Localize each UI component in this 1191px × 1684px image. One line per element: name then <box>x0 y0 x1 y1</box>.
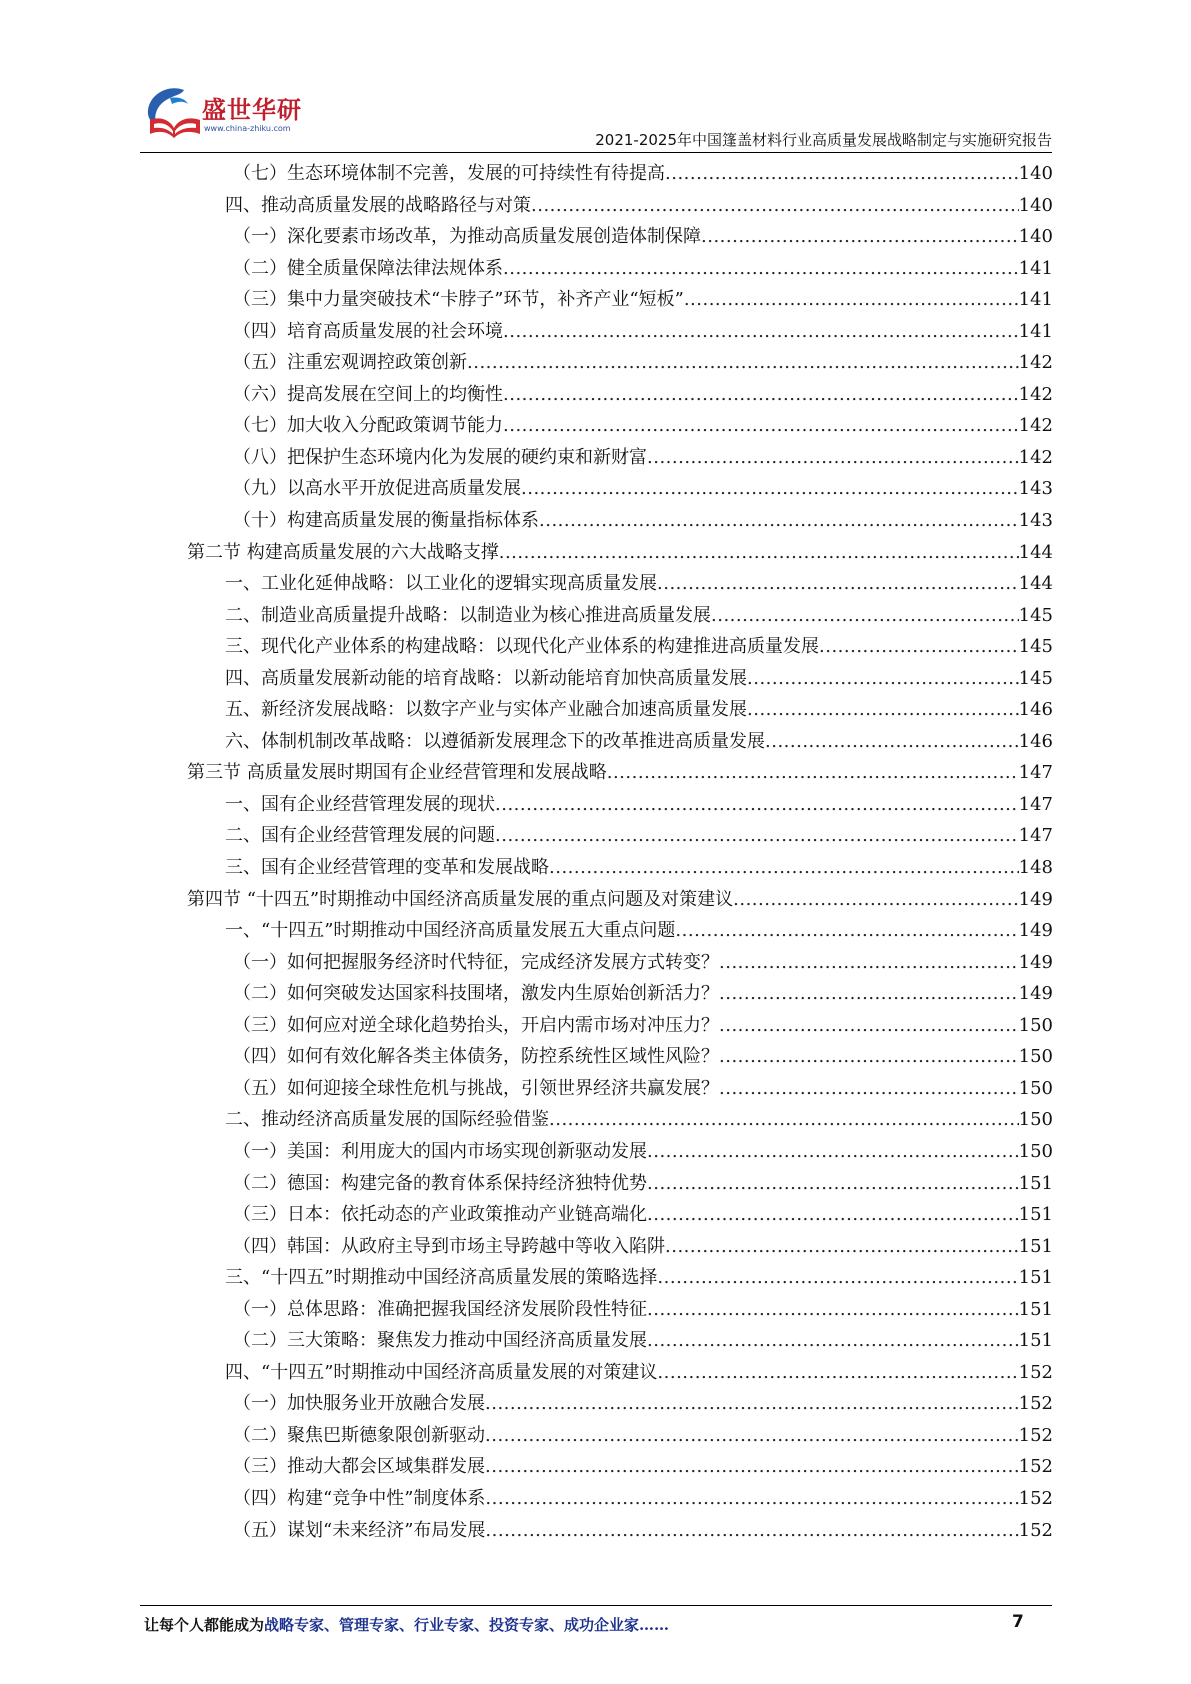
toc-entry-title: （二）聚焦巴斯德象限创新驱动 <box>233 1424 485 1446</box>
toc-dot-leader <box>719 978 1019 1010</box>
footer-divider <box>140 1605 1052 1606</box>
toc-dot-leader <box>495 820 1019 852</box>
toc-entry-title: （一）加快服务业开放融合发展 <box>233 1393 485 1415</box>
toc-entry[interactable] <box>187 1420 1053 1452</box>
toc-entry[interactable] <box>187 915 1053 947</box>
toc-dot-leader <box>647 1199 1019 1231</box>
toc-entry[interactable] <box>187 568 1053 600</box>
toc-entry-page: 145 <box>1018 667 1053 689</box>
toc-entry[interactable] <box>187 1483 1053 1515</box>
toc-dot-leader <box>711 600 1019 632</box>
toc-dot-leader <box>684 284 1019 316</box>
toc-entry-title: 一、“十四五”时期推动中国经济高质量发展五大重点问题 <box>225 920 676 942</box>
toc-dot-leader <box>499 537 1019 569</box>
toc-dot-leader <box>485 1483 1018 1515</box>
toc-entry-title: （二）德国：构建完备的教育体系保持经济独特优势 <box>233 1172 647 1194</box>
toc-dot-leader <box>647 1325 1019 1357</box>
footer-highlight: 战略专家、管理专家、行业专家、投资专家、成功企业家…… <box>264 1616 670 1634</box>
toc-entry[interactable] <box>187 473 1053 505</box>
toc-entry[interactable] <box>187 789 1053 821</box>
toc-entry-title: 五、新经济发展战略：以数字产业与实体产业融合加速高质量发展 <box>225 699 747 721</box>
toc-entry-page: 144 <box>1018 541 1053 563</box>
toc-entry-page: 140 <box>1018 163 1053 184</box>
toc-entry-title: （七）生态环境体制不完善，发展的可持续性有待提高 <box>233 163 665 184</box>
toc-dot-leader <box>485 1451 1019 1483</box>
toc-entry-page: 152 <box>1018 1456 1053 1478</box>
toc-entry[interactable] <box>187 1041 1053 1073</box>
toc-entry-title: （五）谋划“未来经济”布局发展 <box>233 1519 486 1541</box>
toc-dot-leader <box>657 1357 1018 1389</box>
toc-entry-page: 150 <box>1018 1046 1053 1068</box>
toc-dot-leader <box>747 663 1019 695</box>
toc-dot-leader <box>647 1136 1019 1168</box>
toc-entry-page: 140 <box>1018 194 1053 216</box>
toc-entry[interactable] <box>187 726 1053 758</box>
toc-entry[interactable] <box>187 316 1053 348</box>
toc-entry-title: 四、“十四五”时期推动中国经济高质量发展的对策建议 <box>225 1361 658 1383</box>
toc-entry-page: 142 <box>1018 446 1053 468</box>
toc-entry-page: 150 <box>1018 1109 1053 1131</box>
toc-dot-leader <box>549 852 1019 884</box>
toc-entry-title: 三、“十四五”时期推动中国经济高质量发展的策略选择 <box>225 1267 658 1289</box>
toc-dot-leader <box>503 379 1019 411</box>
toc-dot-leader <box>719 1041 1019 1073</box>
toc-entry-page: 151 <box>1018 1267 1053 1289</box>
toc-dot-leader <box>701 221 1019 253</box>
toc-entry[interactable] <box>187 347 1053 379</box>
toc-entry-title: （二）如何突破发达国家科技围堵，激发内生原始创新活力？ <box>233 983 719 1005</box>
toc-dot-leader <box>657 1262 1018 1294</box>
toc-entry-page: 151 <box>1018 1330 1053 1352</box>
toc-entry[interactable] <box>187 379 1053 411</box>
toc-dot-leader <box>719 1073 1019 1105</box>
toc-entry-title: （一）美国：利用庞大的国内市场实现创新驱动发展 <box>233 1140 647 1162</box>
toc-entry-title: （三）如何应对逆全球化趋势抬头，开启内需市场对冲压力？ <box>233 1014 719 1036</box>
toc-dot-leader <box>675 915 1018 947</box>
toc-entry[interactable] <box>187 442 1053 474</box>
toc-entry-title: （三）日本：依托动态的产业政策推动产业链高端化 <box>233 1204 647 1226</box>
toc-entry[interactable] <box>187 1136 1053 1168</box>
logo-name: 盛世华研 <box>202 96 302 124</box>
toc-entry-title: （十）构建高质量发展的衡量指标体系 <box>233 510 539 532</box>
toc-entry[interactable] <box>187 190 1053 222</box>
toc-entry[interactable] <box>187 631 1053 663</box>
toc-entry-title: （八）把保护生态环境内化为发展的硬约束和新财富 <box>233 446 647 468</box>
toc-entry[interactable] <box>187 757 1053 789</box>
toc-dot-leader <box>495 789 1019 821</box>
toc-entry[interactable] <box>187 158 1053 190</box>
toc-entry-title: 四、推动高质量发展的战略路径与对策 <box>225 194 531 216</box>
toc-entry-page: 143 <box>1018 478 1053 500</box>
toc-entry-title: （二）健全质量保障法律法规体系 <box>233 257 503 279</box>
toc-entry-page: 146 <box>1018 730 1053 752</box>
toc-entry-page: 144 <box>1018 573 1053 595</box>
toc-entry[interactable] <box>187 1451 1053 1483</box>
toc-entry-title: （一）深化要素市场改革，为推动高质量发展创造体制保障 <box>233 226 701 248</box>
toc-entry[interactable] <box>187 947 1053 979</box>
toc-entry-title: 第二节 构建高质量发展的六大战略支撑 <box>187 541 499 563</box>
toc-entry-page: 151 <box>1018 1298 1053 1320</box>
toc-dot-leader <box>819 631 1019 663</box>
toc-entry-title: （三）推动大都会区域集群发展 <box>233 1456 485 1478</box>
toc-entry[interactable] <box>187 1199 1053 1231</box>
toc-entry[interactable] <box>187 1231 1053 1263</box>
toc-entry-title: （二）三大策略：聚焦发力推动中国经济高质量发展 <box>233 1330 647 1352</box>
toc-entry-page: 151 <box>1018 1172 1053 1194</box>
toc-entry-page: 152 <box>1018 1424 1053 1446</box>
toc-dot-leader <box>485 1515 1018 1547</box>
toc-entry-title: 一、国有企业经营管理发展的现状 <box>225 793 495 815</box>
toc-entry-title: 三、现代化产业体系的构建战略：以现代化产业体系的构建推进高质量发展 <box>225 636 819 658</box>
toc-entry[interactable] <box>187 537 1053 569</box>
toc-entry-page: 150 <box>1018 1077 1053 1099</box>
toc-entry[interactable] <box>187 221 1053 253</box>
toc-entry-title: （六）提高发展在空间上的均衡性 <box>233 383 503 405</box>
toc-dot-leader <box>747 694 1019 726</box>
toc-dot-leader <box>657 568 1019 600</box>
toc-entry-page: 145 <box>1018 604 1053 626</box>
report-title: 2021-2025年中国篷盖材料行业高质量发展战略制定与实施研究报告 <box>595 131 1052 149</box>
toc-entry-page: 152 <box>1018 1361 1053 1383</box>
page-header <box>140 84 1052 154</box>
toc-entry[interactable] <box>187 820 1053 852</box>
toc-dot-leader <box>647 1168 1019 1200</box>
toc-entry-page: 141 <box>1018 320 1053 342</box>
toc-entry-page: 145 <box>1018 636 1053 658</box>
toc-entry-page: 146 <box>1018 699 1053 721</box>
toc-entry-title: 二、推动经济高质量发展的国际经验借鉴 <box>225 1109 549 1131</box>
toc-entry[interactable] <box>187 1262 1053 1294</box>
toc-entry[interactable] <box>187 663 1053 695</box>
toc-entry[interactable] <box>187 1010 1053 1042</box>
toc-entry-title: 第四节 “十四五”时期推动中国经济高质量发展的重点问题及对策建议 <box>187 888 734 910</box>
toc-entry-title: （四）如何有效化解各类主体债务，防控系统性区域性风险？ <box>233 1046 719 1068</box>
toc-entry-page: 149 <box>1018 983 1053 1005</box>
toc-entry-title: 二、国有企业经营管理发展的问题 <box>225 825 495 847</box>
toc-entry-title: 二、制造业高质量提升战略：以制造业为核心推进高质量发展 <box>225 604 711 626</box>
toc-entry[interactable] <box>187 978 1053 1010</box>
toc-entry-page: 152 <box>1018 1519 1053 1541</box>
footer-slogan <box>144 1614 669 1635</box>
toc-entry[interactable] <box>187 1104 1053 1136</box>
toc-dot-leader <box>733 884 1019 916</box>
toc-dot-leader <box>665 158 1019 190</box>
toc-entry-page: 151 <box>1018 1204 1053 1226</box>
toc-entry-title: （四）韩国：从政府主导到市场主导跨越中等收入陷阱 <box>233 1235 665 1257</box>
toc-entry-title: 第三节 高质量发展时期国有企业经营管理和发展战略 <box>187 762 607 784</box>
toc-entry-title: （四）构建“竞争中性”制度体系 <box>233 1487 486 1509</box>
toc-entry-title: （四）培育高质量发展的社会环境 <box>233 320 503 342</box>
toc-entry-page: 142 <box>1018 352 1053 374</box>
toc-entry-title: （五）注重宏观调控政策创新 <box>233 352 467 374</box>
toc-entry-page: 152 <box>1018 1487 1053 1509</box>
toc-entry-title: （一）总体思路：准确把握我国经济发展阶段性特征 <box>233 1298 647 1320</box>
header-divider <box>140 152 1052 153</box>
toc-entry-page: 151 <box>1018 1235 1053 1257</box>
toc-entry[interactable] <box>187 694 1053 726</box>
toc-entry-page: 147 <box>1018 793 1053 815</box>
toc-entry-page: 150 <box>1018 1014 1053 1036</box>
toc-entry-page: 141 <box>1018 289 1053 311</box>
toc-entry[interactable] <box>187 505 1053 537</box>
toc-dot-leader <box>485 1420 1019 1452</box>
logo-url: www.china-zhiku.com <box>204 124 291 133</box>
toc-dot-leader <box>503 316 1019 348</box>
toc-entry[interactable] <box>187 284 1053 316</box>
toc-dot-leader <box>647 442 1019 474</box>
toc-entry-page: 149 <box>1018 920 1053 942</box>
toc-entry-title: （一）如何把握服务经济时代特征，完成经济发展方式转变？ <box>233 951 719 973</box>
toc-entry-page: 149 <box>1018 951 1053 973</box>
toc-entry-page: 142 <box>1018 415 1053 437</box>
toc-dot-leader <box>531 190 1019 222</box>
toc-entry[interactable] <box>187 884 1053 916</box>
toc-entry-title: （五）如何迎接全球性危机与挑战，引领世界经济共赢发展？ <box>233 1077 719 1099</box>
toc-entry-page: 147 <box>1018 825 1053 847</box>
toc-entry-page: 140 <box>1018 226 1053 248</box>
toc-entry[interactable] <box>187 1325 1053 1357</box>
footer-prefix: 让每个人都能成为 <box>144 1616 265 1634</box>
toc-entry[interactable] <box>187 1294 1053 1326</box>
toc-dot-leader <box>719 1010 1019 1042</box>
table-of-contents <box>187 158 1053 1546</box>
toc-entry-title: 六、体制机制改革战略：以遵循新发展理念下的改革推进高质量发展 <box>225 730 765 752</box>
toc-dot-leader <box>607 757 1019 789</box>
toc-dot-leader <box>765 726 1019 758</box>
toc-entry[interactable] <box>187 852 1053 884</box>
toc-entry-page: 141 <box>1018 257 1053 279</box>
toc-dot-leader <box>549 1104 1019 1136</box>
toc-dot-leader <box>503 253 1019 285</box>
toc-entry[interactable] <box>187 1168 1053 1200</box>
toc-entry-title: （三）集中力量突破技术“卡脖子”环节，补齐产业“短板” <box>233 289 684 311</box>
toc-entry-title: 四、高质量发展新动能的培育战略：以新动能培育加快高质量发展 <box>225 667 747 689</box>
toc-entry[interactable] <box>187 410 1053 442</box>
toc-entry[interactable] <box>187 1515 1053 1547</box>
toc-entry-title: 一、工业化延伸战略：以工业化的逻辑实现高质量发展 <box>225 573 657 595</box>
toc-entry-title: 三、国有企业经营管理的变革和发展战略 <box>225 857 549 879</box>
toc-entry[interactable] <box>187 253 1053 285</box>
toc-entry-page: 152 <box>1018 1393 1053 1415</box>
toc-dot-leader <box>647 1294 1019 1326</box>
page-number: 7 <box>1012 1612 1024 1632</box>
toc-entry-page: 150 <box>1018 1140 1053 1162</box>
toc-entry[interactable] <box>187 600 1053 632</box>
toc-entry[interactable] <box>187 1388 1053 1420</box>
toc-entry-page: 149 <box>1018 888 1053 910</box>
book-swoosh-icon <box>140 84 210 144</box>
toc-entry-page: 143 <box>1018 510 1053 532</box>
company-logo <box>140 84 320 148</box>
toc-entry-title: （七）加大收入分配政策调节能力 <box>233 415 503 437</box>
toc-entry[interactable] <box>187 1357 1053 1389</box>
toc-entry-page: 148 <box>1018 857 1053 879</box>
toc-dot-leader <box>521 473 1019 505</box>
toc-dot-leader <box>719 947 1019 979</box>
toc-entry-page: 147 <box>1018 762 1053 784</box>
toc-dot-leader <box>467 347 1019 379</box>
toc-dot-leader <box>503 410 1019 442</box>
toc-entry-page: 142 <box>1018 383 1053 405</box>
toc-entry-title: （九）以高水平开放促进高质量发展 <box>233 478 521 500</box>
toc-entry[interactable] <box>187 1073 1053 1105</box>
toc-dot-leader <box>539 505 1019 537</box>
toc-dot-leader <box>485 1388 1019 1420</box>
toc-dot-leader <box>665 1231 1019 1263</box>
